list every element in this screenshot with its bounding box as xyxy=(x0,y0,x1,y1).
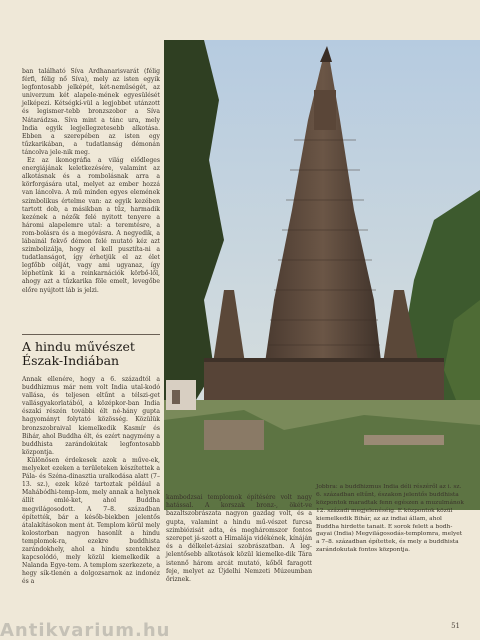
section-heading: A hindu művészet Észak-Indiában xyxy=(22,339,135,368)
section-divider xyxy=(22,334,160,335)
middle-text-column xyxy=(166,494,312,584)
left-text-column-2 xyxy=(22,376,160,586)
caption-text: Jobbra: a buddhizmus India déli részéről az i. sz. 6. században eltűnt, északon jelentős buddhista központok maradtak fenn egészen a muzulmánok 12. századi megjelenéséig. E központok közül kiemelkedik Bihár, az az indiai állam, ahol Buddha hirdette tanait. E sorok felett a bodh-gayai (India) Megvilágosodás-templomra, melyet a 7–8. században építettek, és mely a buddhista zarándokutak fontos központja. xyxy=(316,484,464,554)
left-text-column xyxy=(22,68,160,295)
page-number: 51 xyxy=(451,622,460,630)
paragraph: Annak ellenére, hogy a 6. századtól a buddhizmus már nem volt India utal-kodó vallása, és teljesen eltűnt a télszi-get vallásgyakorlatából, a középkor-ban India északi részén további élt né-hány gupta hagyományt folytató közösség. Közülük bronzszobraival kiemelkedik Kasmír és Bihár, ahol Buddha élt, és ezért nagymény a buddhista zarándokútak legfontosabb központja. xyxy=(22,376,160,456)
watermark-text: Antikvarium.hu xyxy=(0,620,171,640)
paragraph: kambodzsai templomok építésére volt nagy hatással. A korszak bronz-, ökét-ve bazaltszobrászata nagyon gazdag volt, és a gupta, valamint a hindu mű-vészet furcsa szimbiózisát adta, és megháromszor fontos szerepet já-szott a Himalája vidékének, kínáján és a délkelet-ázsiai szobrászatban. A leg-jelentősebb alkotások közül kiemelke-dik Tára istennő három arcát mutató, kőből faragott feje, melyet az Újdelhi Nemzeti Múzeumban őriznek. xyxy=(166,494,313,584)
photo-caption xyxy=(316,484,466,555)
temple-photo xyxy=(164,40,480,510)
paragraph: ban található Síva Ardhanarisvarát (félig férfi, félig nő Síva), mely az isten egyik legfontosabb jelképét, két-neműségét, az univerzum két alapele-mének egyesülését jelképezi. Kétségkí-vül a legjobbet utánzott és legismer-tebb bronzszobor a Síva Nátarádzsa. Síva mint a tánc ura, mely India egyik legjellegzetesebb alkotása. Ebben a szerepében az isten egy tűzkarikában, a tudatlanság démonán táncolva jele-nik meg. xyxy=(22,68,160,156)
temple-illustration xyxy=(164,40,480,510)
paragraph: Ez az ikonográfia a világ elődleges energiájának keletkezésére, valamint az alkotásnak és a rombolásnak arra a körforgására utal, melyet az ember hozzá van láncolva. A mű minden egyes elemének szimbolikus értelme van: az egyik kezében tartott dob, a másikban a tűz, harmadik kezének a nézők felé nyitott tenyere a háromi alapelemre utal: a teremtésre, a rom-bolásra és a megóvásra. A negyedik, a lábainál fekvő démon felé mutató kéz azt szimbolizálja, hogy el kell pusztíta-ni a tudatlanságot, így érhetjük el az élet legfőbb célját, vagy ami ugyanaz, így léphetünk ki a reinkarnációk körbő-lől, ahogy azt a tűzkarika föle emelt, levegőbe előre nyújtott láb is jelzi. xyxy=(22,157,160,294)
paragraph: Különösen érdekesek azok a műve-ek, melyeket ezeken a területeken készítettek a Pála- és Széna-dinasztia uralkodása alatt (7–13. sz.), ezek közé tartoztak például a Mahábódhi-temp-lom, mely annak a helynek állít emlé-ket, ahol Buddha megvilágosodott. A 7–8. században építették, bár a későb-biekben jelentős átalakításokon ment át. Templom körül mely kolostorban nagyon hasonlít a hindu templomok-ra, ezekre buddhista zarándokhely, ahol a hindu szentekhez kapcsolódó, mely közül kiemelkedik a Nalanda Egye-tem. A templom szerkezete, a hegy sík-tlenén a dolgozsarnok az indonéz és a xyxy=(22,456,160,586)
